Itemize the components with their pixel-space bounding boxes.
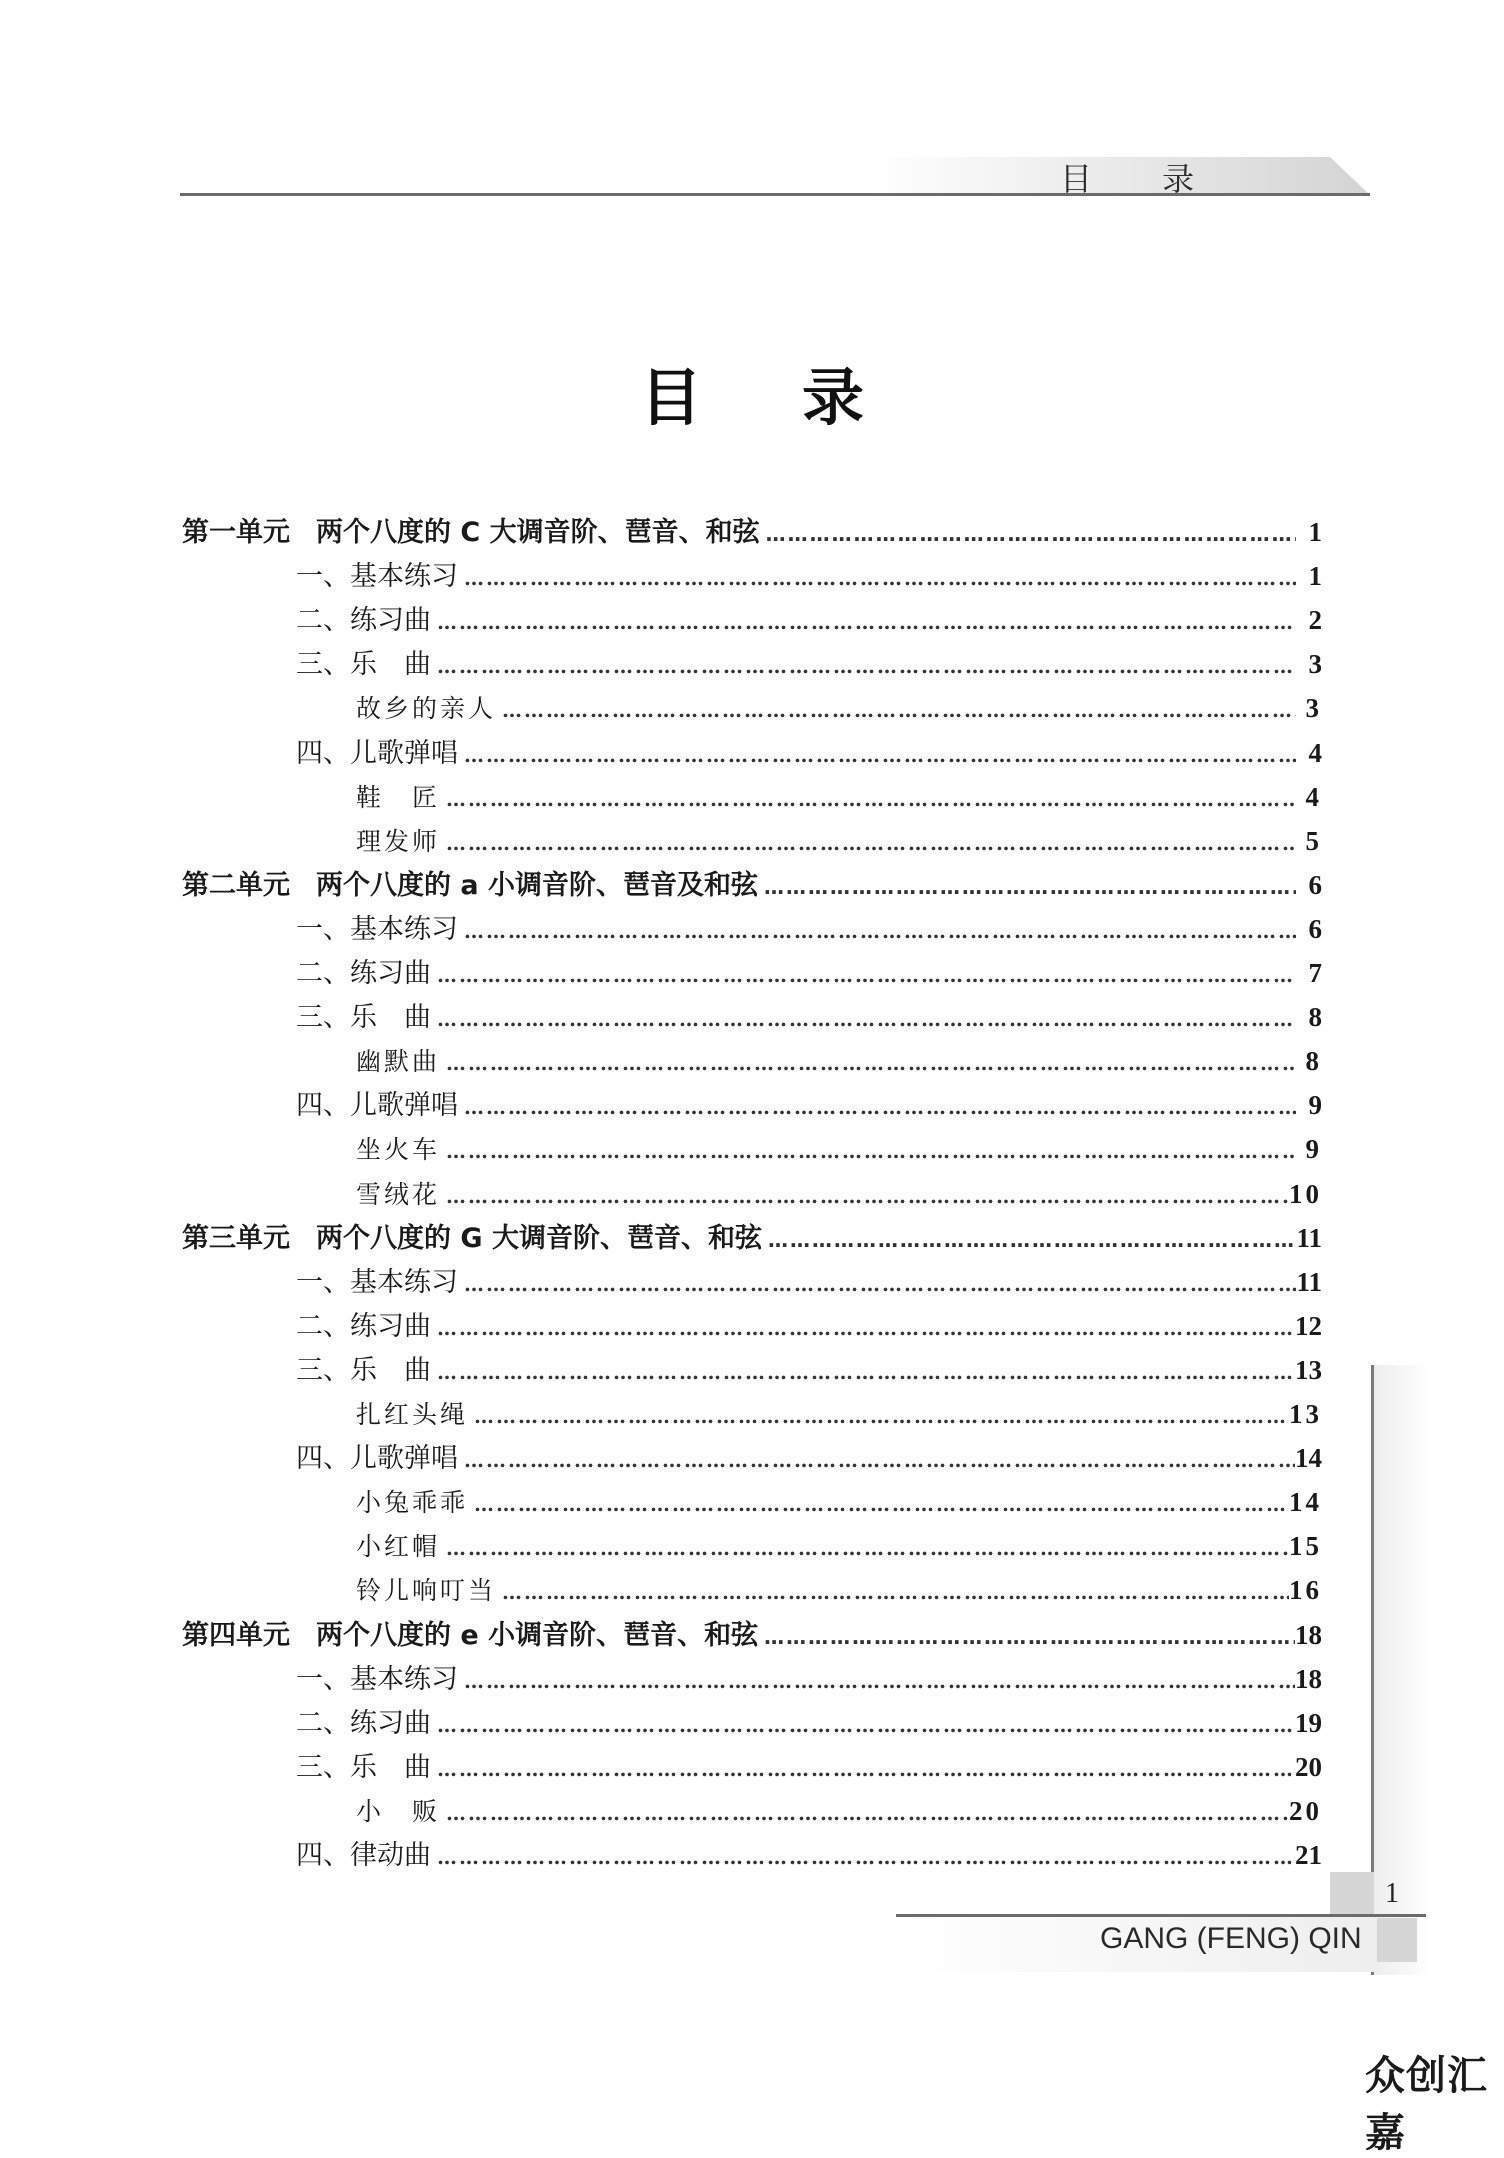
toc-section-entry[interactable] — [296, 1083, 1322, 1127]
toc-entry-label — [356, 1040, 440, 1084]
toc-leader-dots — [458, 1262, 1296, 1306]
toc-entry-title: 一、基本练习 — [296, 1663, 458, 1695]
toc-entry-label — [182, 864, 758, 908]
toc-entry-label — [296, 643, 431, 687]
toc-page-number: 18 — [1295, 1619, 1322, 1650]
toc-entry-title: 二、练习曲 — [296, 605, 431, 637]
toc-entry-title: 四、儿歌弹唱 — [296, 1443, 458, 1475]
toc-page-number: 1 — [1308, 561, 1322, 592]
toc-entry-title: 四、儿歌弹唱 — [296, 737, 458, 769]
toc-entry-title: 一、基本练习 — [296, 1266, 458, 1298]
toc-leader-dots — [440, 1791, 1289, 1835]
toc-entry-label — [296, 1702, 431, 1746]
toc-leader-dots — [431, 1747, 1295, 1791]
toc-section-entry[interactable] — [296, 1436, 1322, 1480]
toc-entry-label — [356, 1569, 496, 1613]
toc-entry-label — [296, 1658, 458, 1702]
toc-leader-dots — [431, 997, 1296, 1041]
toc-page-number: 3 — [1305, 693, 1322, 724]
toc-unit-number: 第三单元 — [182, 1222, 290, 1254]
toc-piece-entry[interactable] — [356, 1480, 1322, 1524]
toc-page-number: 13 — [1289, 1399, 1322, 1429]
toc-section-entry[interactable] — [296, 995, 1322, 1039]
toc-page-number: 13 — [1295, 1354, 1322, 1385]
toc-page-number: 3 — [1308, 649, 1322, 680]
toc-section-entry[interactable] — [296, 1745, 1322, 1789]
toc-entry-title: 小 贩 — [356, 1796, 441, 1826]
toc-leader-dots — [440, 821, 1296, 865]
toc-unit-number: 第四单元 — [182, 1619, 290, 1651]
toc-page-number: 2 — [1308, 605, 1322, 636]
toc-section-entry[interactable] — [296, 731, 1322, 775]
toc-section-entry[interactable] — [296, 907, 1322, 951]
toc-page-number: 9 — [1305, 1134, 1322, 1165]
toc-entry-label — [182, 1614, 758, 1658]
toc-entry-label — [296, 1437, 458, 1481]
toc-page-number: 8 — [1308, 1002, 1322, 1033]
toc-section-entry[interactable] — [296, 598, 1322, 642]
toc-leader-dots — [431, 1350, 1295, 1394]
toc-leader-dots — [458, 1085, 1296, 1129]
toc-section-entry[interactable] — [296, 1833, 1322, 1877]
toc-entry-title: 两个八度的 e 小调音阶、琶音、和弦 — [316, 1619, 759, 1651]
toc-leader-dots — [468, 1482, 1289, 1526]
toc-entry-title: 一、基本练习 — [296, 913, 458, 945]
toc-entry-title: 两个八度的 C 大调音阶、琶音、和弦 — [316, 517, 760, 548]
toc-section-entry[interactable] — [296, 1260, 1322, 1304]
toc-entry-title: 两个八度的 G 大调音阶、琶音、和弦 — [316, 1222, 762, 1254]
toc-leader-dots — [431, 1306, 1295, 1350]
toc-leader-dots — [458, 1438, 1295, 1482]
toc-leader-dots — [468, 1394, 1289, 1438]
toc-entry-label — [296, 1084, 458, 1128]
toc-page-number: 4 — [1308, 737, 1322, 768]
toc-leader-dots — [431, 1703, 1295, 1747]
toc-leader-dots — [758, 1615, 1295, 1659]
watermark-logo: 众创汇嘉 — [1365, 2053, 1488, 2156]
toc-piece-entry[interactable] — [356, 775, 1322, 819]
toc-entry-label — [296, 732, 458, 776]
toc-entry-title: 小兔乖乖 — [356, 1488, 469, 1518]
toc-leader-dots — [760, 512, 1296, 556]
toc-leader-dots — [458, 733, 1296, 777]
toc-entry-title: 坐火车 — [356, 1135, 441, 1165]
page-title: 目录 — [639, 361, 964, 434]
footer-box — [1377, 1918, 1417, 1962]
toc-leader-dots — [440, 1174, 1289, 1218]
toc-page-number: 11 — [1296, 1266, 1322, 1297]
toc-unit-entry[interactable] — [182, 1216, 1322, 1260]
toc-entry-label — [356, 1790, 440, 1834]
toc-leader-dots — [496, 688, 1296, 732]
toc-entry-title: 铃儿响叮当 — [356, 1576, 497, 1606]
toc-entry-title: 二、练习曲 — [296, 1310, 431, 1342]
toc-page-number: 19 — [1295, 1707, 1322, 1738]
toc-entry-label — [182, 1217, 762, 1261]
toc-leader-dots — [440, 1129, 1296, 1173]
toc-entry-label — [356, 820, 440, 864]
toc-entry-label — [356, 1128, 440, 1172]
toc-entry-label — [356, 1393, 468, 1437]
toc-leader-dots — [758, 865, 1296, 909]
toc-page-number: 14 — [1289, 1487, 1322, 1518]
toc-unit-number: 第二单元 — [182, 869, 290, 901]
toc-piece-entry[interactable] — [356, 1039, 1322, 1083]
toc-entry-label — [296, 1349, 431, 1393]
toc-entry-label — [296, 1305, 431, 1349]
toc-piece-entry[interactable] — [356, 686, 1322, 730]
toc-piece-entry[interactable] — [356, 1568, 1322, 1612]
toc-piece-entry[interactable] — [356, 1172, 1322, 1216]
toc-page-number: 4 — [1305, 781, 1322, 812]
toc-section-entry[interactable] — [296, 1701, 1322, 1745]
toc-entry-label — [356, 776, 440, 820]
toc-page-number: 20 — [1295, 1751, 1322, 1782]
toc-entry-label — [296, 599, 431, 643]
footer-book-title: GANG (FENG) QIN — [1100, 1922, 1362, 1955]
toc-leader-dots — [440, 1041, 1296, 1085]
toc-entry-title: 理发师 — [356, 826, 441, 856]
toc-leader-dots — [440, 777, 1296, 821]
toc-unit-entry[interactable] — [182, 863, 1322, 907]
toc-leader-dots — [440, 1526, 1289, 1570]
toc-leader-dots — [458, 556, 1296, 600]
toc-entry-label — [296, 996, 431, 1040]
toc-entry-title: 幽默曲 — [356, 1047, 441, 1077]
toc-page-number: 9 — [1308, 1090, 1322, 1121]
toc-page-number: 7 — [1308, 958, 1322, 988]
toc-page-number: 8 — [1305, 1046, 1322, 1077]
toc-entry-label — [356, 1173, 440, 1217]
side-shade — [1374, 1365, 1432, 1975]
toc-page-number: 20 — [1289, 1795, 1322, 1826]
toc-unit-entry[interactable] — [182, 510, 1322, 554]
toc-leader-dots — [431, 644, 1296, 688]
toc-page-number: 18 — [1295, 1663, 1322, 1694]
toc-leader-dots — [431, 600, 1296, 644]
toc-leader-dots — [458, 909, 1296, 953]
footer-box — [1330, 1872, 1374, 1916]
toc-section-entry[interactable] — [296, 554, 1322, 598]
running-header-title: 目 录 — [1060, 160, 1225, 198]
toc-entry-title: 两个八度的 a 小调音阶、琶音及和弦 — [316, 869, 759, 901]
toc-entry-title: 小红帽 — [356, 1532, 441, 1562]
toc-entry-label — [296, 952, 431, 996]
toc-entry-title: 三、乐 曲 — [296, 649, 431, 681]
toc-entry-title: 二、练习曲 — [296, 1707, 431, 1739]
toc-entry-title: 四、律动曲 — [296, 1840, 431, 1871]
toc-piece-entry[interactable] — [356, 1392, 1322, 1436]
toc-entry-title: 扎红头绳 — [356, 1400, 469, 1429]
footer-rule — [896, 1914, 1426, 1917]
toc-piece-entry[interactable] — [356, 1789, 1322, 1833]
toc-leader-dots — [458, 1659, 1295, 1703]
toc-entry-label — [296, 1834, 431, 1878]
toc-page-number: 14 — [1295, 1443, 1322, 1474]
toc-entry-title: 雪绒花 — [356, 1179, 441, 1209]
toc-entry-title: 三、乐 曲 — [296, 1002, 431, 1034]
toc-piece-entry[interactable] — [356, 1524, 1322, 1568]
toc-leader-dots — [431, 953, 1296, 997]
toc-entry-title: 四、儿歌弹唱 — [296, 1090, 458, 1122]
toc-entry-label — [296, 908, 458, 952]
toc-page-number: 6 — [1308, 913, 1322, 944]
toc-section-entry[interactable] — [296, 951, 1322, 995]
toc-entry-label — [182, 511, 760, 555]
toc-page-number: 15 — [1289, 1531, 1322, 1562]
toc-section-entry[interactable] — [296, 1304, 1322, 1348]
page-number: 1 — [1385, 1878, 1399, 1909]
toc-entry-title: 三、乐 曲 — [296, 1751, 431, 1783]
toc-leader-dots — [431, 1835, 1295, 1879]
toc-unit-entry[interactable] — [182, 1613, 1322, 1657]
toc-page-number: 16 — [1289, 1575, 1322, 1606]
toc-page-number: 10 — [1289, 1178, 1322, 1209]
toc-section-entry[interactable] — [296, 1657, 1322, 1701]
toc-entry-title: 故乡的亲人 — [356, 694, 497, 724]
toc-entry-title: 一、基本练习 — [296, 561, 458, 593]
toc-section-entry[interactable] — [296, 642, 1322, 686]
toc-entry-label — [296, 555, 458, 599]
toc-page-number: 11 — [1296, 1222, 1322, 1253]
toc-page-number: 1 — [1308, 517, 1322, 547]
toc-entry-label — [356, 687, 496, 731]
toc-entry-label — [296, 1261, 458, 1305]
toc-unit-number: 第一单元 — [182, 517, 290, 548]
toc-page-number: 5 — [1305, 825, 1322, 856]
toc-entry-title: 三、乐 曲 — [296, 1354, 431, 1386]
toc-page-number: 12 — [1295, 1310, 1322, 1341]
toc-piece-entry[interactable] — [356, 1127, 1322, 1171]
toc-entry-label — [356, 1481, 468, 1525]
toc-entry-title: 二、练习曲 — [296, 958, 431, 989]
toc-page-number: 6 — [1308, 869, 1322, 900]
toc-section-entry[interactable] — [296, 1348, 1322, 1392]
toc-entry-label — [356, 1525, 440, 1569]
toc-leader-dots — [762, 1218, 1296, 1262]
toc-piece-entry[interactable] — [356, 819, 1322, 863]
toc-entry-title: 鞋 匠 — [356, 782, 441, 812]
toc-page-number: 21 — [1295, 1840, 1322, 1870]
toc-leader-dots — [496, 1570, 1289, 1614]
toc-entry-label — [296, 1746, 431, 1790]
